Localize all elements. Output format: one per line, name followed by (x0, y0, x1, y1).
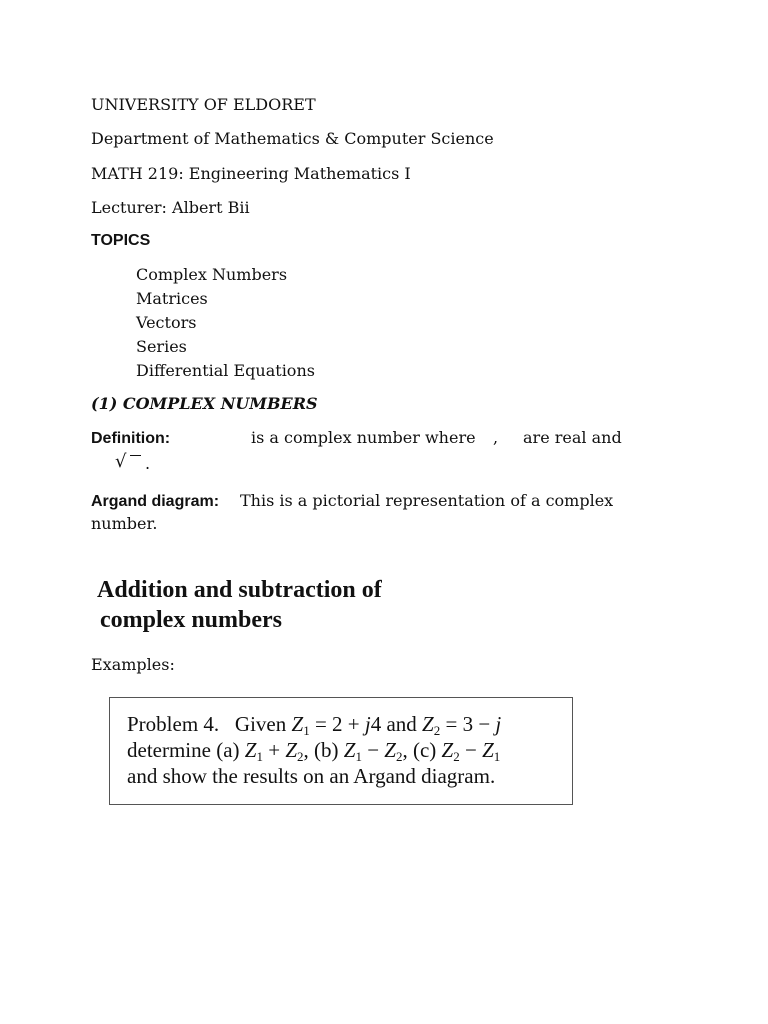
math-eq: = 3 − (440, 712, 496, 736)
math-z: Z (422, 712, 434, 736)
math-j: j (495, 712, 502, 736)
definition-comma: , (493, 428, 499, 447)
problem-determine: determine (a) (127, 738, 245, 762)
math-z: Z (384, 738, 396, 762)
math-sub: 1 (355, 749, 362, 764)
problem-line-2 (127, 738, 500, 762)
argand-text: This is a pictorial representation of a complex (240, 491, 614, 510)
section-heading: (1) COMPLEX NUMBERS (91, 394, 318, 413)
math-and: and (381, 712, 423, 736)
math-z: Z (343, 738, 356, 762)
sqrt-bar (130, 455, 141, 456)
problem-label: Problem 4. (127, 712, 220, 736)
math-eq: = 2 + (309, 712, 365, 736)
topics-heading: TOPICS (91, 232, 151, 249)
topic-item: Matrices (136, 289, 208, 308)
university-name: UNIVERSITY OF ELDORET (91, 95, 316, 114)
definition-label: Definition: (91, 430, 171, 447)
problem-line-3: and show the results on an Argand diagram. (127, 764, 496, 788)
topic-item: Differential Equations (136, 361, 315, 380)
problem-part: , (c) (402, 738, 442, 762)
problem-box (109, 697, 573, 805)
problem-given: Given (234, 712, 287, 736)
math-z: Z (244, 738, 257, 762)
math-sub: 1 (493, 749, 501, 764)
math-sub: 2 (395, 749, 403, 764)
subsection-heading-line1: Addition and subtraction of (97, 577, 382, 603)
math-sub: 1 (303, 723, 310, 738)
math-j: j (364, 712, 371, 736)
math-sub: 2 (433, 723, 441, 738)
topic-item: Complex Numbers (136, 265, 288, 284)
definition-period: . (145, 454, 151, 473)
math-z: Z (441, 738, 454, 762)
course-title: MATH 219: Engineering Mathematics I (91, 164, 411, 183)
topic-item: Vectors (136, 313, 197, 332)
examples-label: Examples: (91, 655, 175, 674)
math-op: + (262, 738, 286, 762)
math-sub: 2 (453, 749, 460, 764)
math-z: Z (285, 738, 297, 762)
math-op: − (459, 738, 483, 762)
math-four: 4 (370, 712, 382, 736)
argand-label: Argand diagram: (91, 493, 220, 510)
problem-line-1 (127, 712, 501, 736)
math-z: Z (482, 738, 494, 762)
subsection-heading-line2: complex numbers (100, 607, 282, 633)
argand-text-continued: number. (91, 514, 158, 533)
math-op: − (361, 738, 385, 762)
definition-text-end: are real and (523, 428, 622, 447)
math-sub: 1 (256, 749, 263, 764)
department-name: Department of Mathematics & Computer Science (91, 129, 494, 148)
problem-part: , (b) (303, 738, 344, 762)
topic-item: Series (136, 337, 187, 356)
definition-text: is a complex number where (251, 428, 476, 447)
math-sub: 2 (297, 749, 304, 764)
sqrt-symbol: √ (115, 451, 127, 472)
lecturer-name: Lecturer: Albert Bii (91, 198, 250, 217)
math-z: Z (291, 712, 304, 736)
